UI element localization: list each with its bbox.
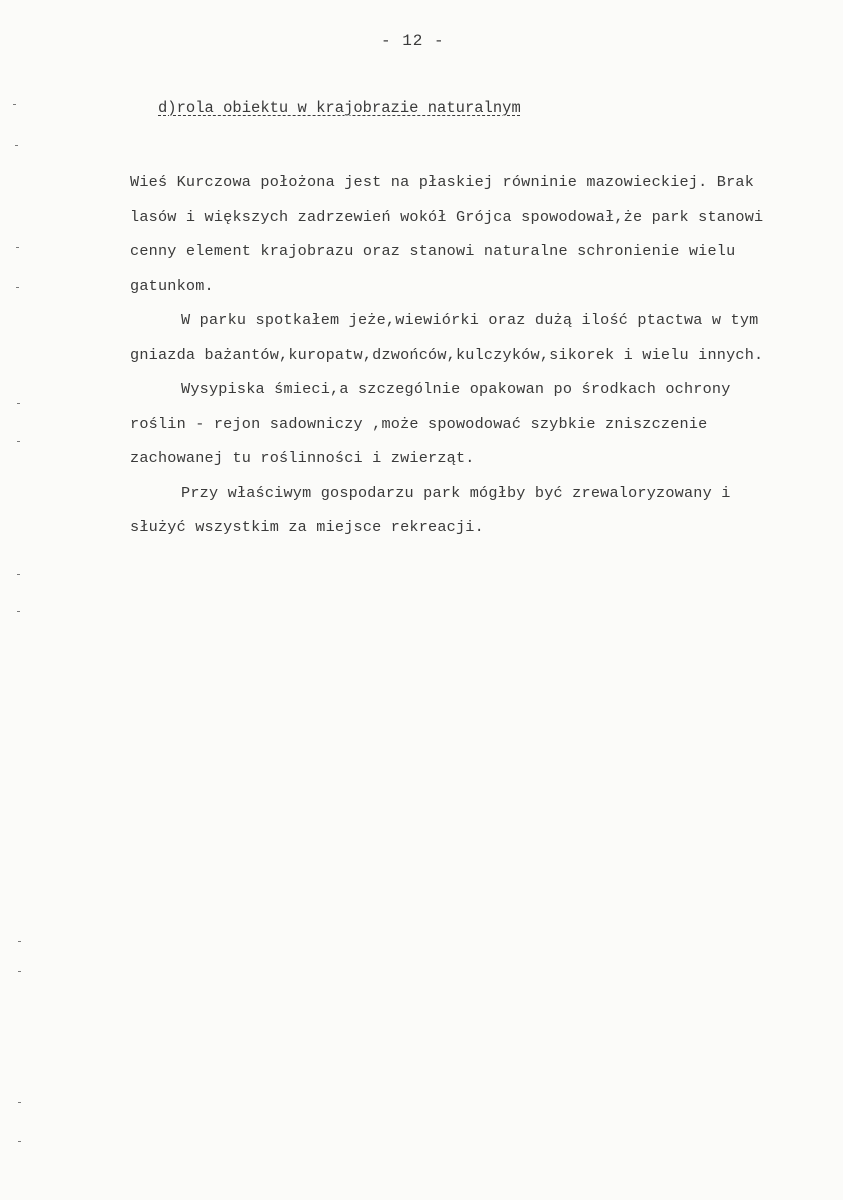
- margin-mark: [17, 441, 20, 442]
- page-number: - 12 -: [381, 32, 445, 50]
- margin-mark: [17, 574, 20, 575]
- margin-mark: [17, 403, 20, 404]
- paragraph-2: W parku spotkałem jeże,wiewiórki oraz dużą ilość ptactwa w tym gniazda bażantów,kuropatw,dzwońców,kulczyków,sikorek i wielu innych.: [130, 311, 764, 364]
- margin-mark: [17, 611, 20, 612]
- margin-mark: [16, 247, 19, 248]
- paragraph-4: Przy właściwym gospodarzu park mógłby być zrewaloryzowany i służyć wszystkim za miejsce rekreacji.: [130, 483, 731, 536]
- paragraph-3: Wysypiska śmieci,a szczególnie opakowan po środkach ochrony roślin - rejon sadowniczy ,może spowodować szybkie zniszczenie zachowanej tu roślinności i zwierząt.: [130, 380, 731, 467]
- body-text: [130, 165, 780, 545]
- margin-mark: [15, 145, 18, 146]
- margin-mark: [18, 941, 21, 942]
- margin-mark: [16, 287, 19, 288]
- margin-mark: [13, 104, 16, 105]
- margin-mark: [18, 1141, 21, 1142]
- margin-mark: [18, 1102, 21, 1103]
- paragraph-1: Wieś Kurczowa położona jest na płaskiej równinie mazowieckiej. Brak lasów i większych zadrzewień wokół Grójca spowodował,że park stanowi cenny element krajobrazu oraz stanowi naturalne schronienie wielu gatunkom.: [130, 173, 764, 295]
- section-heading: d)rola obiektu w krajobrazie naturalnym: [158, 99, 521, 117]
- margin-mark: [18, 971, 21, 972]
